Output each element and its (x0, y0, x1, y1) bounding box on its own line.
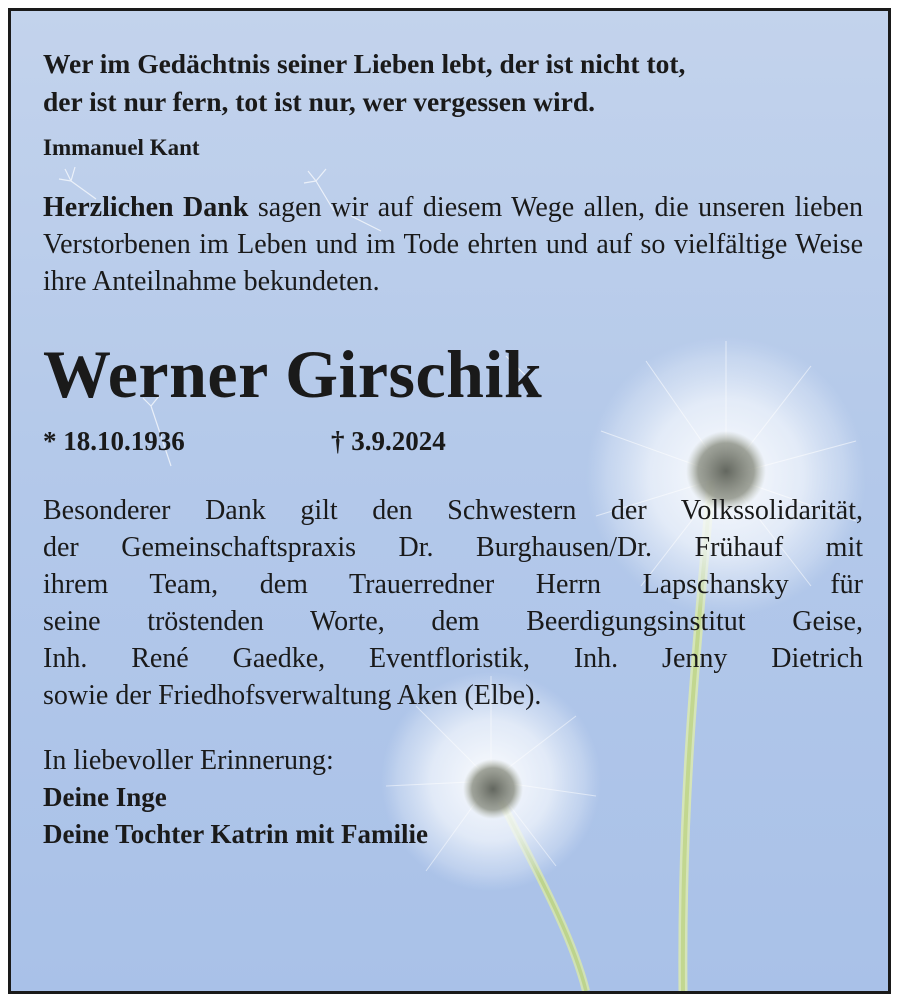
thanks-paragraph (43, 189, 863, 300)
memorial-quote (43, 45, 863, 121)
special-thanks-line: Besonderer Dank gilt den Schwestern der Volkssolidarität, (43, 495, 863, 526)
deceased-name: Werner Girschik (43, 336, 543, 412)
obituary-text (43, 45, 863, 853)
quote-line-2: der ist nur fern, tot ist nur, wer vergessen wird. (43, 86, 596, 117)
special-thanks-line: sowie der Friedhofsverwaltung Aken (Elbe). (43, 680, 542, 711)
special-thanks-paragraph (43, 492, 863, 714)
thanks-text: sagen wir auf diesem Wege allen, die unseren lieben Verstorbenen im Leben und im Tode ehrten und auf so vielfältige Weise ihre Anteilnahme bekundeten. (43, 192, 863, 297)
signature-katrin: Deine Tochter Katrin mit Familie (43, 819, 428, 849)
birth-date: * 18.10.1936 (43, 426, 185, 456)
thanks-bold-lead: Herzlichen Dank (43, 192, 249, 223)
signature-inge: Deine Inge (43, 782, 167, 812)
quote-author: Immanuel Kant (43, 135, 200, 160)
special-thanks-line: Inh. René Gaedke, Eventfloristik, Inh. Jenny Dietrich (43, 643, 863, 674)
quote-line-1: Wer im Gedächtnis seiner Lieben lebt, der ist nicht tot, (43, 48, 686, 79)
special-thanks-line: ihrem Team, dem Trauerredner Herrn Lapschansky für (43, 569, 863, 600)
special-thanks-line: der Gemeinschaftspraxis Dr. Burghausen/Dr. Frühauf mit (43, 532, 863, 563)
closing-intro: In liebevoller Erinnerung: (43, 745, 334, 776)
life-dates (43, 424, 863, 458)
special-thanks-line: seine tröstenden Worte, dem Beerdigungsinstitut Geise, (43, 606, 863, 637)
death-date: † 3.9.2024 (331, 426, 446, 456)
obituary-card (8, 8, 891, 994)
